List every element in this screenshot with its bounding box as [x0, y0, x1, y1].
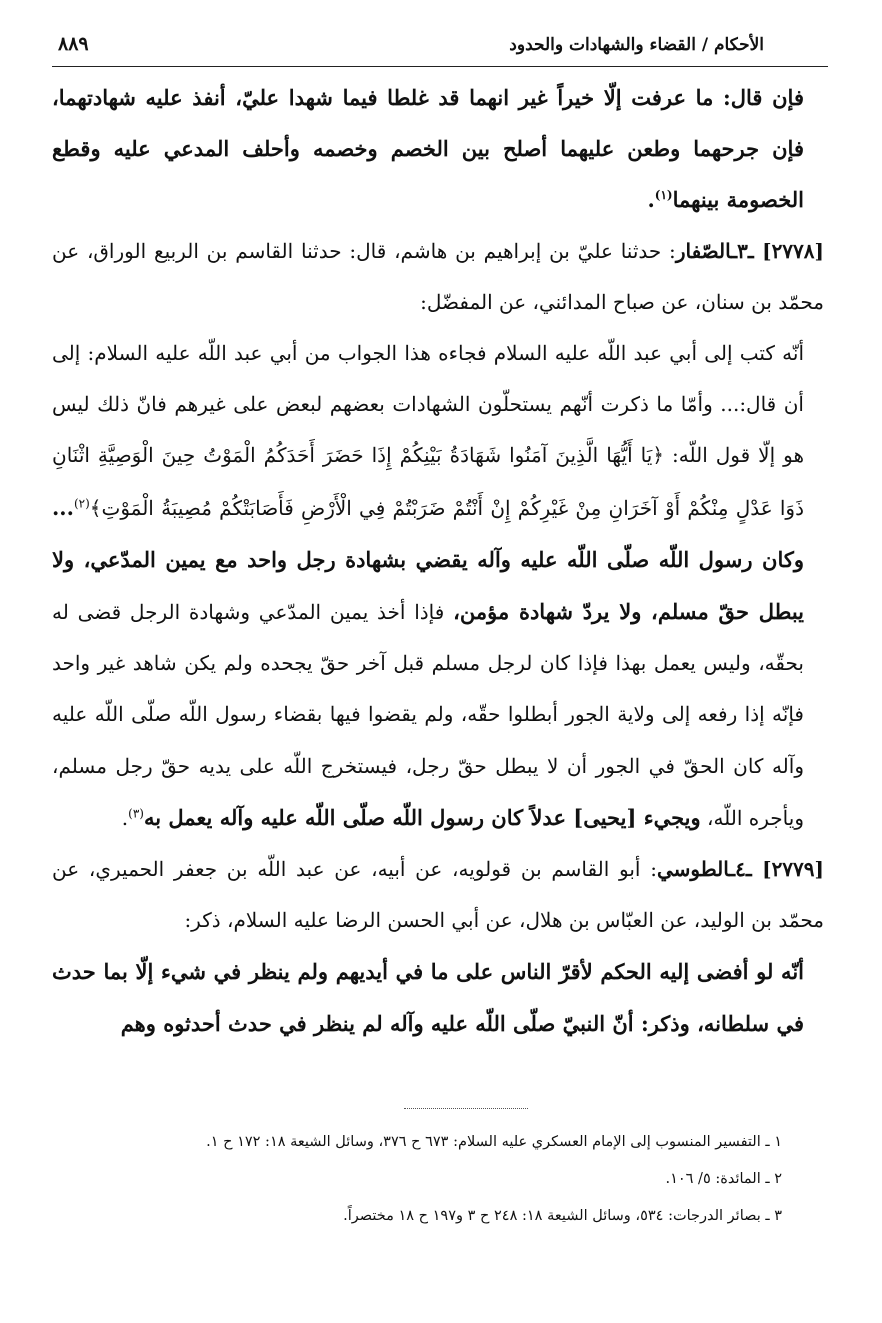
footnote-separator	[404, 1108, 528, 1109]
hadith-text-b: ... وكان رسول اللّه صلّى اللّه عليه وآله يقضي بشهادة رجل واحد مع يمين المدّعي، ولا يبطل حقّ مسلم، ولا يردّ شهادة مؤمن،	[52, 494, 805, 625]
paragraph-ruling: فإن قال: ما عرفت إلّا خيراً غير انهما قد غلطا فيما شهدا عليّ، أنفذ عليه شهادتهما، فإن جرحهما وطعن عليهما أصلح بين الخصم وخصمه وأحلف المدعي عليه وقطع الخصومة بينهما$^{(١)}$.	[52, 85, 804, 213]
hadith-text-a: أنّه كتب إلى أبي عبد اللّه عليه السلام فجاءه هذا الجواب من أبي عبد اللّه عليه السلام: إلى أن قال:... وأمّا ما ذكرت أنّهم يستحلّون الشهادات بعضهم لبعض على غيرهم فانّ ذلك ليس هو إلّا قول اللّه:	[52, 341, 804, 468]
hadith-number: [٢٧٧٩] ـ٤ـ	[729, 857, 824, 882]
hadith-2778-chain	[52, 226, 824, 328]
footnote-2: ٢ ـ المائدة: ٥/ ١٠٦.	[665, 1171, 782, 1187]
isnad-text: : أبو القاسم بن قولويه، عن أبيه، عن عبد اللّه بن جعفر الحميري، عن محمّد بن الوليد، عن العبّاس بن هلال، عن أبي الحسن الرضا عليه السلام، ذكر:	[52, 857, 824, 933]
hadith-source: الطوسي	[656, 857, 730, 882]
hadith-text-d: ويجيء [يحيى] عدلاً كان رسول اللّه صلّى اللّه عليه وآله يعمل به	[143, 804, 701, 830]
hadith-source: الصّفار	[675, 238, 732, 263]
header-rule	[52, 66, 828, 67]
footnote-ref-1: (١)	[654, 188, 673, 203]
footnote-3: ٣ ـ بصائر الدرجات: ٥٣٤، وسائل الشيعة ١٨: ٢٤٨ ح ٣ و١٩٧ ح ١٨ مختصراً.	[343, 1208, 782, 1224]
hadith-2779-chain	[52, 844, 824, 946]
quran-verse: ﴿يَا أَيُّهَا الَّذِينَ آمَنُوا شَهَادَةُ بَيْنِكُمْ إِذَا حَضَرَ أَحَدَكُمُ الْمَوْتُ حِينَ الْوَصِيَّةِ اثْنَانِ ذَوَا عَدْلٍ مِنْكُمْ أَوْ آخَرَانِ مِنْ غَيْرِكُمْ إِنْ أَنْتُمْ ضَرَبْتُمْ فِي الْأَرْضِ فَأَصَابَتْكُمْ مُصِيبَةُ الْمَوْتِ﴾	[52, 443, 804, 520]
hadith-2778-text: أنّه كتب إلى أبي عبد اللّه عليه السلام فجاءه هذا الجواب من أبي عبد اللّه عليه السلام: إلى أن قال:... وأمّا ما ذكرت أنّهم يستحلّون الشهادات بعضهم لبعض على غيرهم فانّ ذلك ليس هو إلّا قول اللّه: ﴿يَا أَيُّهَا الَّذِينَ آمَنُوا شَهَادَةُ بَيْنِكُمْ إِذَا حَضَرَ أَحَدَكُمُ الْمَوْتُ حِينَ الْوَصِيَّةِ اثْنَانِ ذَوَا عَدْلٍ مِنْكُمْ أَوْ آخَرَانِ مِنْ غَيْرِكُمْ إِنْ أَنْتُمْ ضَرَبْتُمْ فِي الْأَرْضِ فَأَصَابَتْكُمْ مُصِيبَةُ الْمَوْتِ﴾$^{(٢)}$... وكان رسول اللّه صلّى اللّه عليه وآله يقضي بشهادة رجل واحد مع يمين المدّعي، ولا يبطل حقّ مسلم، ولا يردّ شهادة مؤمن، فإذا أخذ يمين المدّعي وشهادة الرجل قضى له بحقّه، وليس يعمل بهذا فإذا كان لرجل مسلم قبل آخر حقّ يجحده ولم يكن شاهد غير واحد فإنّه إذا رفعه إلى ولاية الجور أبطلوا حقّه، ولم يقضوا فيها بقضاء رسول اللّه صلّى اللّه عليه وآله كان الحقّ في الجور أن لا يبطل حقّ رجل، فيستخرج اللّه على يديه حقّ رجل مسلم، ويأجره اللّه، ويجيء [يحيى] عدلاً كان رسول اللّه صلّى اللّه عليه وآله يعمل به$^{(٣)}$.	[52, 341, 805, 830]
footnote-1: ١ ـ التفسير المنسوب إلى الإمام العسكري عليه السلام: ٦٧٣ ح ٣٧٦، وسائل الشيعة ١٨: ١٧٢ ح ١.	[206, 1134, 782, 1150]
running-title: الأحكام / القضاء والشهادات والحدود	[509, 35, 764, 55]
hadith-text-c: فإذا أخذ يمين المدّعي وشهادة الرجل قضى له بحقّه، وليس يعمل بهذا فإذا كان لرجل مسلم قبل آخر حقّ يجحده ولم يكن شاهد غير واحد فإنّه إذا رفعه إلى ولاية الجور أبطلوا حقّه، ولم يقضوا فيها بقضاء رسول اللّه صلّى اللّه عليه وآله كان الحقّ في الجور أن لا يبطل حقّ رجل، فيستخرج اللّه على يديه حقّ رجل مسلم، ويأجره اللّه،	[52, 600, 804, 830]
hadith-2779-text: أنّه لو أفضى إليه الحكم لأقرّ الناس على ما في أيديهم ولم ينظر في شيء إلّا بما حدث في سلطانه، وذكر: أنّ النبيّ صلّى اللّه عليه وآله لم ينظر في حدث أحدثوه وهم	[52, 959, 804, 1036]
footnote-ref-2: (٢)	[73, 495, 90, 510]
page-number: ٨٨٩	[58, 33, 89, 55]
footnotes	[132, 1124, 782, 1235]
footnote-ref-3: (٣)	[128, 806, 144, 821]
hadith-number: [٢٧٧٨] ـ٣ـ	[731, 238, 824, 263]
isnad-text: : حدثنا عليّ بن إبراهيم بن هاشم، قال: حدثنا القاسم بن الربيع الوراق، عن محمّد بن سنان، عن صباح المدائني، عن المفضّل:	[52, 238, 824, 314]
main-text	[52, 72, 824, 1049]
ruling-text: فإن قال: ما عرفت إلّا خيراً غير انهما قد غلطا فيما شهدا عليّ، أنفذ عليه شهادتهما، فإن جرحهما وطعن عليهما أصلح بين الخصم وخصمه وأحلف المدعي عليه وقطع الخصومة بينهما	[52, 85, 804, 213]
